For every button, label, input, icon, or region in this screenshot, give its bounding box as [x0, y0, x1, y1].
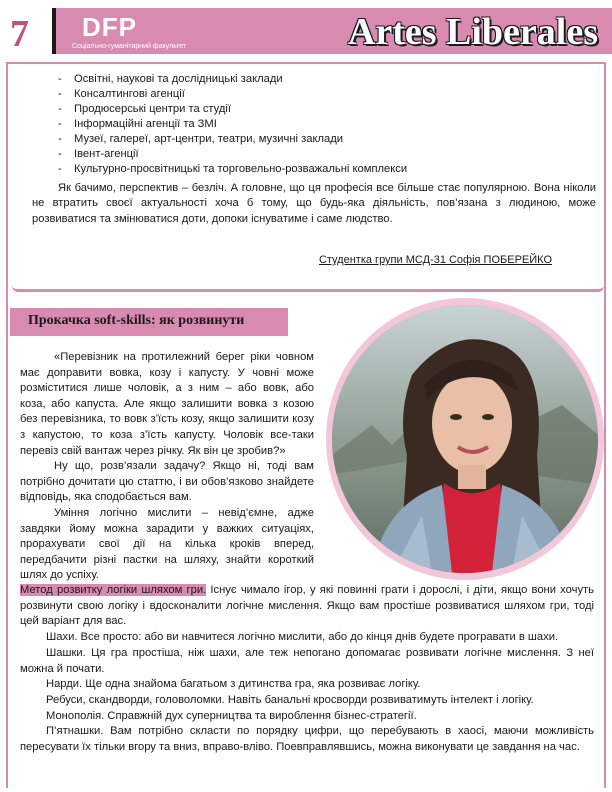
game-paragraph: Шахи. Все просто: або ви навчитеся логічно мислити, або до кінця днів будете програвати в шахи.: [46, 631, 559, 644]
list-item: - Культурно-просвітницькі та торговельно-розважальні комплекси: [58, 162, 407, 177]
method-paragraph: [20, 583, 594, 630]
intro-column: [20, 350, 314, 584]
top-section: [12, 64, 604, 292]
list-item: - Музеї, галереї, арт-центри, театри, музичні заклади: [58, 132, 407, 147]
section-heading: [10, 308, 288, 336]
highlighted-heading: Метод розвитку логіки шляхом гри.: [20, 584, 207, 596]
page-header: [0, 0, 612, 62]
magazine-title: Artes Liberales: [347, 11, 598, 53]
author-signature: Студентка групи МСД-31 Софія ПОБЕРЕЙКО: [318, 254, 552, 266]
body-paragraph: Уміння логічно мислити – невід’ємне, адже завдяки йому можна зарадити у важких ситуаціях, прорахувати свої дії на кілька кроків вперед, передбачити різні пастки на шляху, знайти короткий шлях до успіху.: [20, 506, 314, 582]
game-paragraph: Шашки. Ця гра простіша, ніж шахи, але теж непогано допомагає розвивати логічне мислення. З неї можна й почати.: [20, 646, 594, 675]
list-item: - Івент-агенції: [58, 147, 407, 162]
conclusion-paragraph: Як бачимо, перспектив – безліч. А головне, що ця професія все більше стає популярною. Вона ніколи не втратить своєї актуальності хоча б тому, що будь-яка діяльність, пов’язана з людиною, може розвиватися та змінюватися доти, допоки існуватиме і саме людство.: [32, 182, 596, 225]
author-photo: [332, 305, 598, 573]
list-item: - Консалтингові агенції: [58, 87, 407, 102]
list-item: - Освітні, наукові та дослідницькі заклади: [58, 72, 407, 87]
game-paragraph: Монополія. Справжній дух суперництва та вироблення бізнес-стратегії.: [46, 709, 417, 722]
section-title: Прокачка soft-skills: як розвинути: [28, 313, 245, 328]
page-number: 7: [10, 13, 29, 55]
games-section: [20, 583, 594, 756]
faculty-logo: [68, 8, 208, 54]
game-paragraph: П’ятнашки. Вам потрібно скласти по порядку цифри, що перебувають в хаосі, маючи можливість пересувати їх тільки вгору та вниз, вправо-вліво. Поевправлявшись, можна виконувати це завдання на час.: [20, 725, 594, 754]
career-list: [58, 72, 407, 177]
faculty-name: Соціально-гуманітарний факультет: [72, 43, 187, 50]
list-item: - Продюсерські центри та студії: [58, 102, 407, 117]
game-paragraph: Ребуси, скандворди, головоломки. Навіть банальні кросворди розвиватимуть інтелект і логіку.: [46, 693, 534, 706]
logo-text: DFP: [82, 12, 137, 42]
portrait-illustration: [332, 305, 598, 573]
method-text: Існує чимало ігор, у які повинні грати і дорослі, і діти, якщо вони хочуть розвинути свою логіку і вдосконалити логічне мислення. Якщо вам простіше розвиватися шляхом гри, тоді цей варіант для вас.: [20, 584, 595, 628]
page-number-box: [0, 8, 56, 54]
riddle-paragraph: «Перевізник на протилежний берег ріки човном має доправити вовка, козу і капусту. У човні може розміститися лише чоловік, а з ним – або вовк, або коза, або капуста. Але якщо залишити вовка з козою без перевізника, то вовк з’їсть козу, якщо залишити козу з капустою, то коза з’їсть капусту. Чоловік все-таки перевіз свій вантаж через річку. Як він це зробив?»: [20, 351, 314, 457]
game-paragraph: Нарди. Ще одна знайома багатьом з дитинства гра, яка розвиває логіку.: [46, 678, 421, 691]
body-paragraph: Ну що, розв’язали задачу? Якщо ні, тоді вам потрібно дочитати цю статтю, і ви обов’язково знайдете відповідь, яка сподобається вам.: [20, 460, 314, 504]
list-item: - Інформаційні агенції та ЗМІ: [58, 117, 407, 132]
